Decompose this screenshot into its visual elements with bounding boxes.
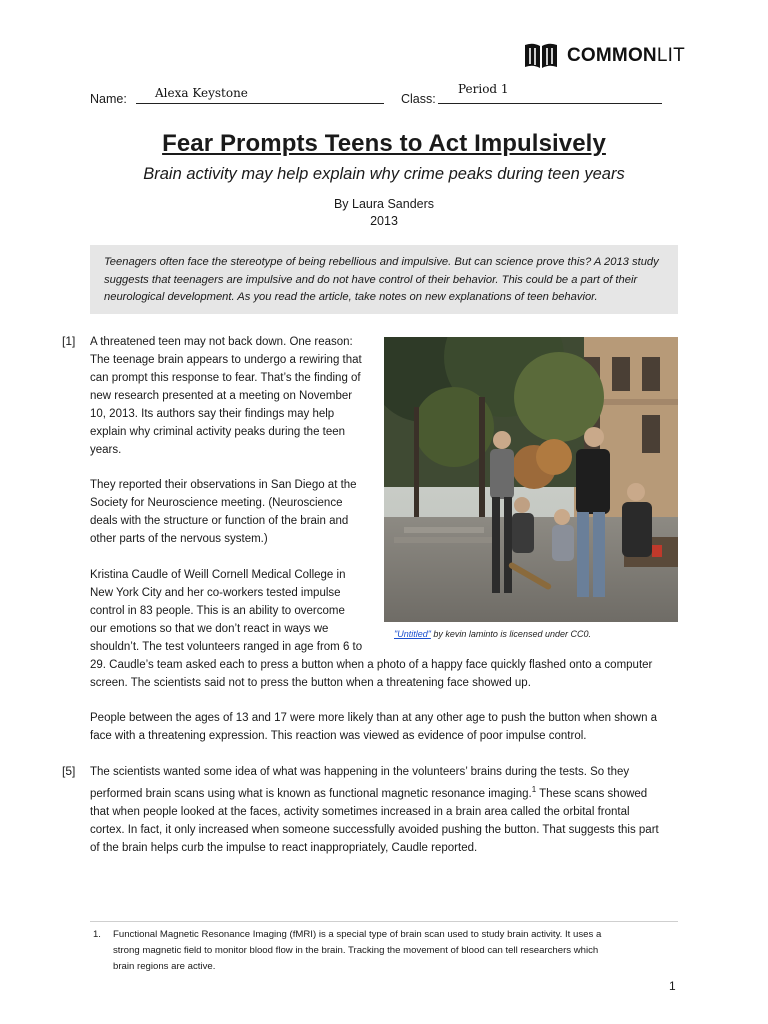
year: 2013	[370, 214, 398, 228]
footnote-divider	[90, 921, 678, 922]
article-photo	[384, 337, 678, 622]
name-value: Alexa Keystone	[155, 86, 248, 100]
brand-name: COMMONLIT	[567, 45, 685, 66]
intro-box: Teenagers often face the stereotype of being rebellious and impulsive. But can science prove this? A 2013 study suggests that teenagers are impulsive and do not have control of their behavior. This could be a part of their neurological development. As you read the article, take notes on new explanations of teen behavior.	[90, 245, 678, 314]
teens-in-plaza-image	[384, 337, 678, 622]
footnote-number: 1.	[93, 929, 101, 940]
paragraph-3: Kristina Caudle of Weill Cornell Medical College in New York City and her co-workers tested impulse control in 83 people. This is an ability to overcome our emotions so that we don’t react in ways we shouldn’t. The test volunteers ranged in age from 6 to 29. Caudle’s team asked each to press a button when a photo of a happy face quickly flashed onto a computer screen. The scientists said not to press the button when a threatening face showed up.	[90, 569, 653, 689]
class-field-line	[438, 103, 662, 104]
name-label: Name:	[90, 92, 127, 106]
page-number: 1	[669, 979, 676, 993]
footnote-ref-1[interactable]: 1	[531, 785, 537, 794]
class-value: Period 1	[458, 82, 509, 96]
name-field-line	[136, 103, 384, 104]
image-caption: "Untitled" by kevin laminto is licensed under CC0.	[394, 629, 591, 639]
byline	[0, 196, 768, 230]
paragraph-1: A threatened teen may not back down. One reason: The teenage brain appears to undergo a rewiring that can prompt this response to fear. That’s the finding of new research presented at a meeting on November 10, 2013. Its authors say their findings may help explain why criminal activity peaks during the teen years.	[90, 336, 362, 456]
paragraph-2: They reported their observations in San Diego at the Society for Neuroscience meeting. (Neuroscience deals with the structure or function of the brain and other parts of the nervous system.)	[90, 479, 357, 545]
paragraph-4: People between the ages of 13 and 17 were more likely than at any other age to push the button when shown a face with a threatening expression. This reaction was viewed as evidence of poor impulse control.	[90, 712, 658, 742]
paragraph-5: The scientists wanted some idea of what was happening in the volunteers’ brains during the tests. So they performed brain scans using what is known as functional magnetic resonance imaging.$^1$ These scans showed that when people looked at the faces, activity sometimes increased in a brain area called the orbital frontal cortex. In fact, it only increased when someone successfully avoided pushing the button. That suggests this part of the brain helps curb the impulse to react inappropriately, Caudle reported.	[90, 766, 659, 854]
footnote-text: Functional Magnetic Resonance Imaging (fMRI) is a special type of brain scan used to study brain activity. It uses a strong magnetic field to monitor blood flow in the brain. Tracking the movement of blood can tell researchers which brain regions are active.	[113, 929, 602, 972]
class-label: Class:	[401, 92, 436, 106]
article-title: Fear Prompts Teens to Act Impulsively	[162, 130, 606, 157]
paragraph-number-1: [1]	[62, 334, 76, 348]
author: By Laura Sanders	[333, 197, 435, 211]
article-subtitle: Brain activity may help explain why crime peaks during teen years	[143, 165, 625, 183]
paragraph-number-5: [5]	[62, 764, 76, 778]
book-icon	[523, 41, 559, 71]
commonlit-logo	[523, 41, 685, 71]
image-source-link[interactable]: "Untitled"	[394, 629, 431, 639]
